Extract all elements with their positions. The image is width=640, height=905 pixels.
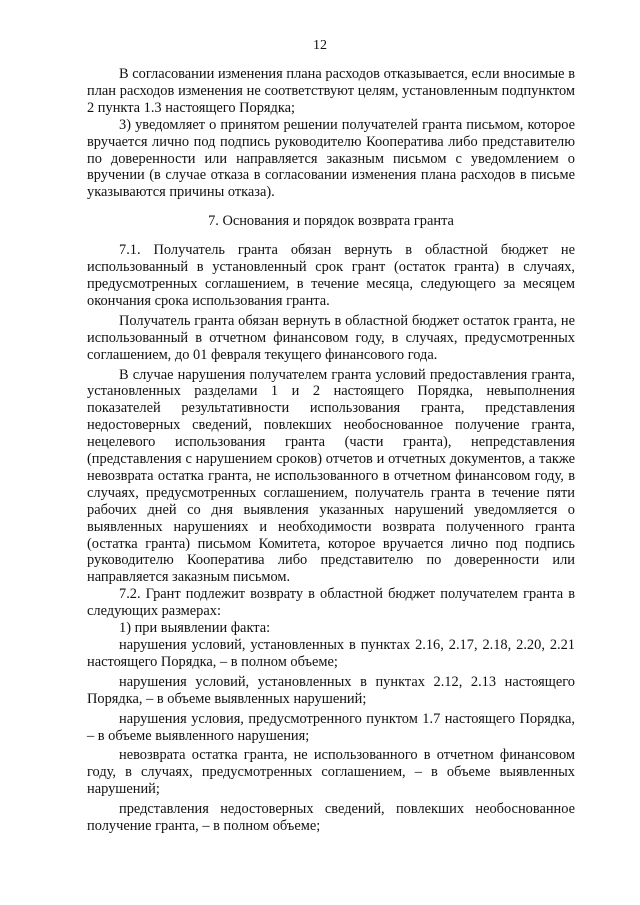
document-body [87,66,575,835]
paragraph-violation-notice: В случае нарушения получателем гранта условий предоставления гранта, установленных разделами 1 и 2 настоящего Порядка, невыполнения показателей результативности использования гранта, представления недостоверных сведений, повлекших необоснованное получение гранта, нецелевого использования гранта (части гранта), непредставления (представления с нарушением сроков) отчетов и отчетных документов, а также невозврата остатка гранта, не использованного в отчетном финансовом году, в случаях, предусмотренных соглашением, получатель гранта в течение пяти рабочих дней со дня выявления указанных нарушений уведомляется о выявленных нарушениях и необходимости возврата полученного гранта (остатка гранта) письмом Комитета, которое вручается лично под подпись руководителю Кооператива либо представителю по доверенности или направляется заказным письмом. [87,366,575,586]
paragraph-condition-1-7: нарушения условия, предусмотренного пунктом 1.7 настоящего Порядка, – в объеме выявленного нарушения; [87,710,575,744]
paragraph-conditions-full: нарушения условий, установленных в пунктах 2.16, 2.17, 2.18, 2.20, 2.21 настоящего Порядка, – в полном объеме; [87,637,575,670]
paragraph-7-1: 7.1. Получатель гранта обязан вернуть в областной бюджет не использованный в установленный срок грант (остаток гранта) в случаях, предусмотренных соглашением, в течение месяца, следующего за месяцем окончания срока использования гранта. [87,242,575,309]
paragraph-fact-detection: 1) при выявлении факта: [119,620,271,637]
paragraph-balance-return: Получатель гранта обязан вернуть в областной бюджет остаток гранта, не использованный в отчетном финансовом году, в случаях, предусмотренных соглашением, до 01 февраля текущего финансового года. [87,312,575,363]
paragraph-unreturned-balance: невозврата остатка гранта, не использованного в отчетном финансовом году, в случаях, предусмотренных соглашением, – в объеме выявленных нарушений; [87,747,575,798]
paragraph-intro-1: В согласовании изменения плана расходов отказывается, если вносимые в план расходов изменения не соответствуют целям, установленным подпунктом 2 пункта 1.3 настоящего Порядка; [87,66,575,116]
page-number: 12 [313,38,327,53]
paragraph-7-2: 7.2. Грант подлежит возврату в областной бюджет получателем гранта в следующих размерах: [87,586,575,620]
section-heading: 7. Основания и порядок возврата гранта [208,213,454,230]
paragraph-intro-2: 3) уведомляет о принятом решении получателей гранта письмом, которое вручается лично под подпись руководителю Кооператива либо представителю по доверенности или направляется заказным письмом с уведомлением о вручении (в случае отказа в согласовании изменения плана расходов в письме указываются причины отказа). [87,116,575,201]
paragraph-conditions-partial: нарушения условий, установленных в пунктах 2.12, 2.13 настоящего Порядка, – в объеме выявленных нарушений; [87,673,575,707]
paragraph-false-information: представления недостоверных сведений, повлекших необоснованное получение гранта, – в полном объеме; [87,801,575,835]
